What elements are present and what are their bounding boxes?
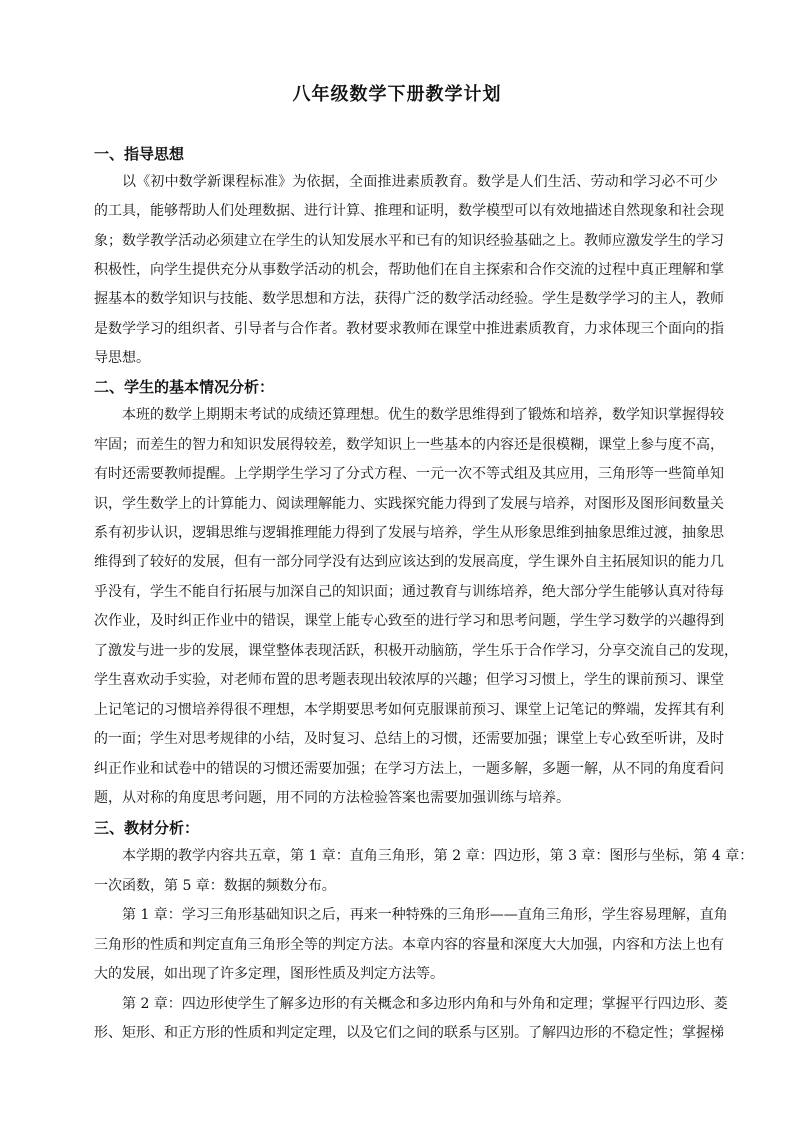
paragraph-line: 第 2 章：四边形使学生了解多边形的有关概念和多边形内角和与外角和定理；掌握平行四边形、菱 bbox=[122, 996, 728, 1012]
paragraph-line: 握基本的数学知识与技能、数学思想和方法，获得广泛的数学活动经验。学生是数学学习的主人，教师 bbox=[94, 291, 724, 307]
section-heading-student-analysis: 二、学生的基本情况分析： bbox=[94, 378, 275, 396]
paragraph-line: 有时还需要教师提醒。上学期学生学习了分式方程、一元一次不等式组及其应用，三角形等一些简单知 bbox=[94, 466, 724, 482]
paragraph-line: 积极性，向学生提供充分从事数学活动的机会，帮助他们在自主探索和合作交流的过程中真正理解和掌 bbox=[94, 262, 724, 278]
paragraph-line: 了激发与进一步的发展，课堂整体表现活跃，积极开动脑筋，学生乐于合作学习，分享交流自己的发现， bbox=[94, 643, 738, 659]
paragraph-line: 纠正作业和试卷中的错误的习惯还需要加强；在学习方法上，一题多解，多题一解，从不同的角度看问 bbox=[94, 761, 724, 777]
paragraph-line: 导思想。 bbox=[94, 350, 150, 366]
paragraph-line: 上记笔记的习惯培养得很不理想，本学期要思考如何克服课前预习、课堂上记笔记的弊端，发挥其有利 bbox=[94, 702, 724, 718]
paragraph-line: 是数学学习的组织者、引导者与合作者。教材要求教师在课堂中推进素质教育，力求体现三个面向的指 bbox=[94, 321, 724, 337]
paragraph-line: 形、矩形、和正方形的性质和判定定理，以及它们之间的联系与区别。了解四边形的不稳定性；掌握梯 bbox=[94, 1025, 724, 1041]
paragraph-line: 的一面；学生对思考规律的小结，及时复习、总结上的习惯，还需要加强；课堂上专心致至听讲，及时 bbox=[94, 731, 724, 747]
paragraph-line: 题，从对称的角度思考问题，用不同的方法检验答案也需要加强训练与培养。 bbox=[94, 790, 570, 806]
paragraph-line: 第 1 章：学习三角形基础知识之后，再来一种特殊的三角形——直角三角形，学生容易理解，直角 bbox=[122, 907, 728, 923]
paragraph-line: 象；数学教学活动必须建立在学生的认知发展水平和已有的知识经验基础之上。教师应激发学生的学习 bbox=[94, 233, 724, 249]
section-heading-guiding-ideology: 一、指导思想 bbox=[94, 145, 185, 163]
paragraph-line: 以《初中数学新课程标准》为依据，全面推进素质教育。数学是人们生活、劳动和学习必不可少 bbox=[122, 174, 718, 190]
paragraph-line: 次作业，及时纠正作业中的错误，课堂上能专心致至的进行学习和思考问题，学生学习数学的兴趣得到 bbox=[94, 613, 724, 629]
paragraph-line: 学生喜欢动手实验，对老师布置的思考题表现出较浓厚的兴趣；但学习习惯上，学生的课前预习、课堂 bbox=[94, 672, 724, 688]
paragraph-line: 本学期的教学内容共五章，第 1 章：直角三角形，第 2 章：四边形，第 3 章：图形与坐标，第 4 章： bbox=[122, 848, 754, 864]
paragraph-line: 乎没有，学生不能自行拓展与加深自己的知识面；通过教育与训练培养，绝大部分学生能够认真对待每 bbox=[94, 584, 724, 600]
paragraph-line: 的工具，能够帮助人们处理数据、进行计算、推理和证明，数学模型可以有效地描述自然现象和社会现 bbox=[94, 203, 724, 219]
paragraph-line: 识，学生数学上的计算能力、阅读理解能力、实践探究能力得到了发展与培养，对图形及图形间数量关 bbox=[94, 496, 724, 512]
paragraph-line: 系有初步认识，逻辑思维与逻辑推理能力得到了发展与培养，学生从形象思维到抽象思维过渡，抽象思 bbox=[94, 525, 724, 541]
paragraph-line: 本班的数学上期期末考试的成绩还算理想。优生的数学思维得到了锻炼和培养，数学知识掌握得较 bbox=[122, 407, 724, 423]
paragraph-line: 牢固；而差生的智力和知识发展得较差，数学知识上一些基本的内容还是很模糊，课堂上参与度不高， bbox=[94, 437, 724, 453]
paragraph-line: 维得到了较好的发展，但有一部分同学没有达到应该达到的发展高度，学生课外自主拓展知识的能力几 bbox=[94, 554, 724, 570]
page-title: 八年级数学下册教学计划 bbox=[292, 84, 502, 105]
paragraph-line: 大的发展，如出现了许多定理，图形性质及判定方法等。 bbox=[94, 966, 444, 982]
paragraph-line: 一次函数，第 5 章：数据的频数分布。 bbox=[94, 878, 336, 894]
paragraph-line: 三角形的性质和判定直角三角形全等的判定方法。本章内容的容量和深度大大加强，内容和方法上也有 bbox=[94, 937, 724, 953]
section-heading-textbook-analysis: 三、教材分析： bbox=[94, 819, 200, 837]
